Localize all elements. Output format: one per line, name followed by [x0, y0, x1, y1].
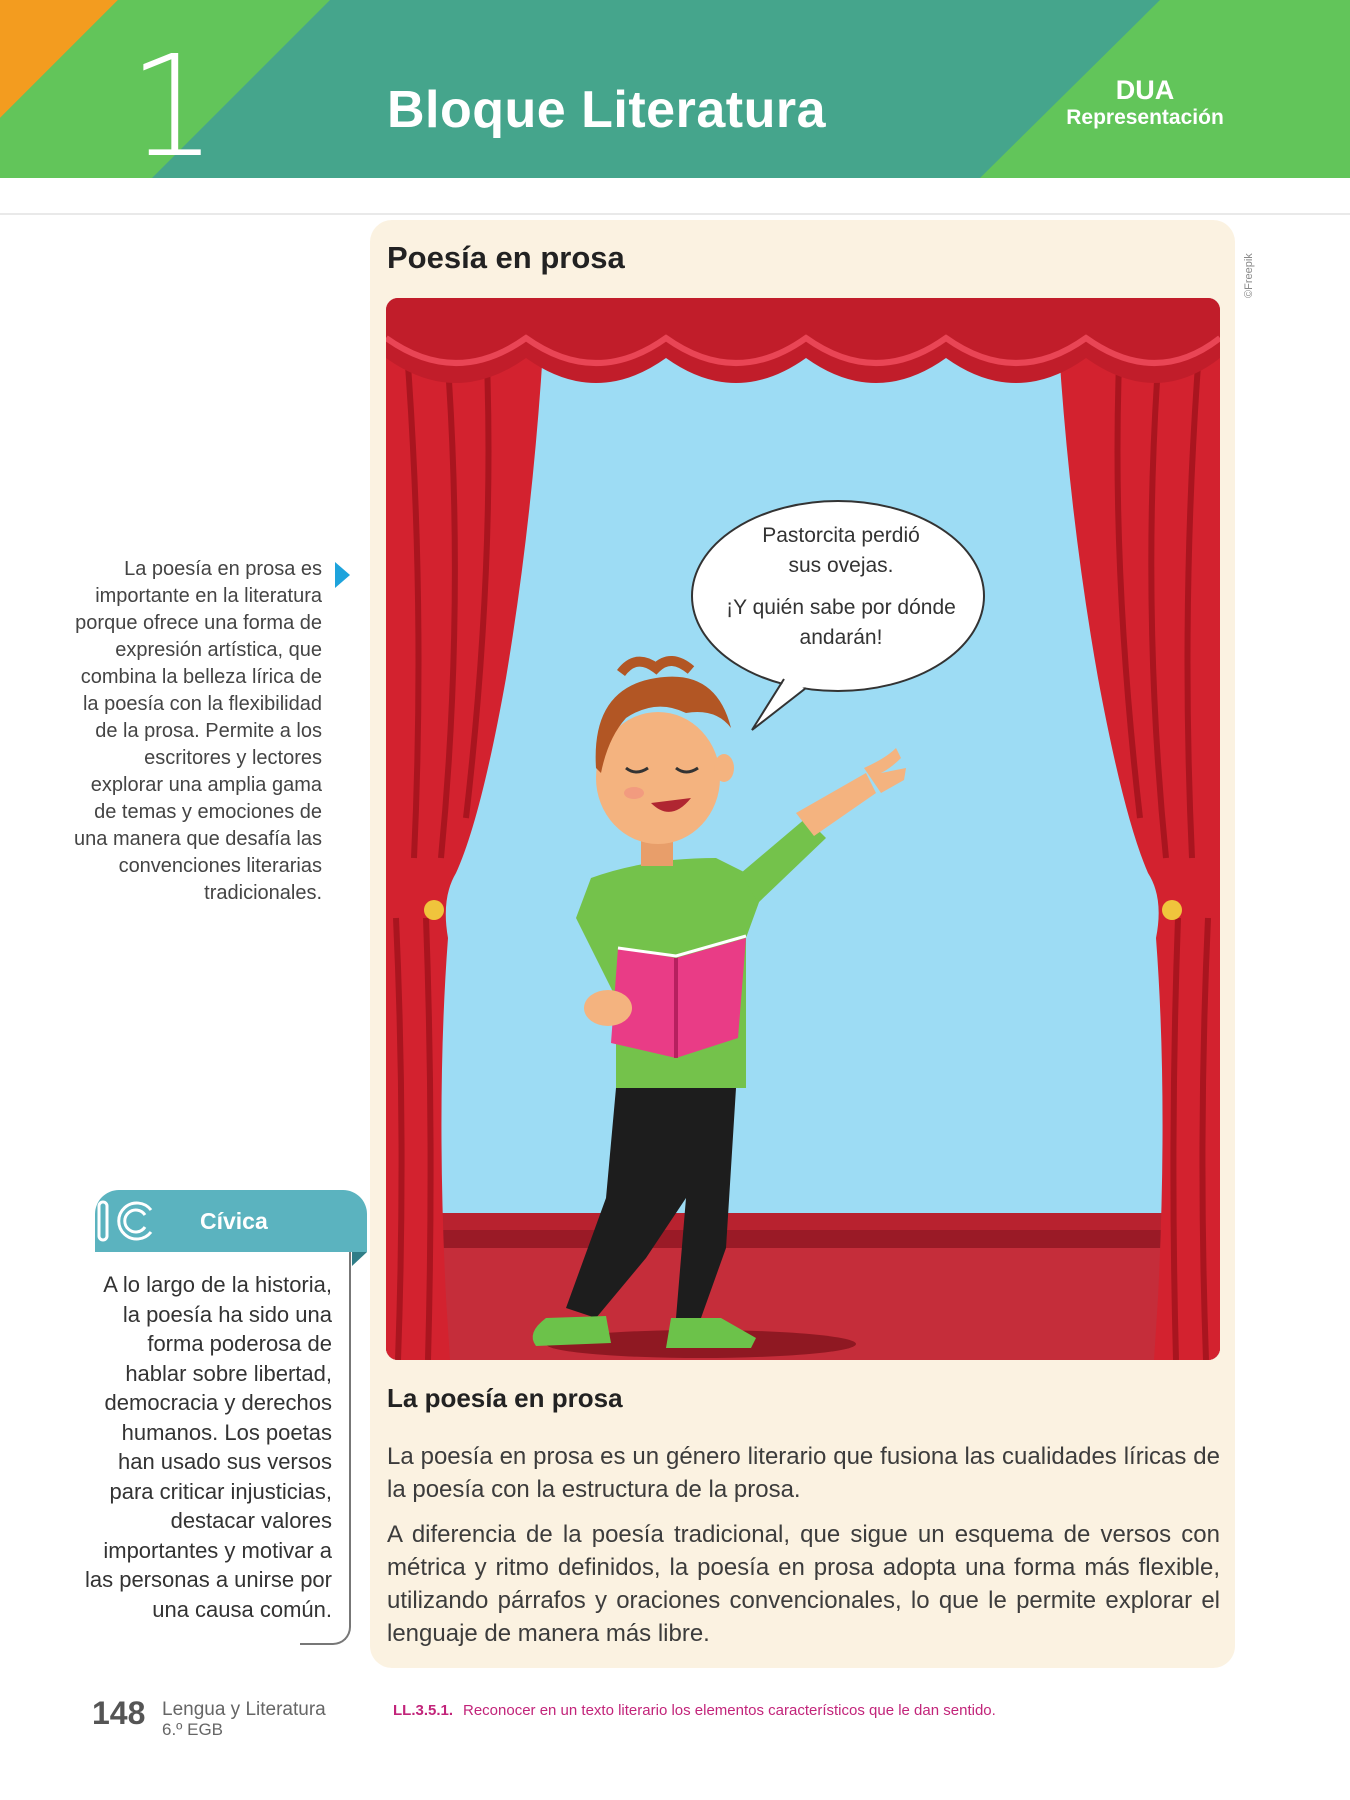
side-note-arrow-icon — [335, 562, 350, 588]
skill-code: LL.3.5.1. — [393, 1702, 454, 1719]
speech-line-2: sus ovejas. — [788, 554, 894, 577]
image-credit: ©Freepik — [1243, 253, 1255, 298]
section-title: Poesía en prosa — [387, 240, 625, 275]
dua-badge — [1040, 76, 1250, 129]
subsection-title: La poesía en prosa — [387, 1383, 623, 1413]
footer-grade: 6.º EGB — [162, 1720, 224, 1739]
speech-line-4: andarán! — [799, 626, 883, 649]
stage-illustration — [386, 298, 1220, 1360]
civica-text: A lo largo de la historia, la poesía ha sido una forma poderosa de hablar sobre libertad, democracia y derechos humanos. Los poetas han usado sus versos para criticar injusticias, destacar valores importantes y motivar a las personas a unirse por una causa común. — [84, 1272, 332, 1622]
speech-line-3: ¡Y quién sabe por dónde — [726, 596, 956, 619]
paragraph-2: A diferencia de la poesía tradicional, que sigue un esquema de versos con métrica y ritmo definidos, la poesía en prosa adopta una forma más flexible, utilizando párrafos y oraciones convencionales, lo que le permite explorar el lenguaje de manera más libre. — [387, 1521, 1220, 1647]
side-note: La poesía en prosa es importante en la literatura porque ofrece una forma de expresión artística, que combina la belleza lírica de la poesía con la flexibilidad de la prosa. Permite a los escritores y lectores explorar una amplia gama de temas y emociones de una manera que desafía las convenciones literarias tradicionales. — [74, 558, 322, 904]
civica-tab-fold — [352, 1252, 367, 1266]
dua-title: DUA — [1115, 75, 1175, 105]
chapter-number: 1 — [128, 26, 218, 178]
footer-subject: Lengua y Literatura — [162, 1699, 326, 1720]
paragraph-1: La poesía en prosa es un género literario que fusiona las cualidades líricas de la poesía con la estructura de la prosa. — [387, 1443, 1220, 1503]
dua-subtitle: Representación — [1066, 105, 1224, 129]
skill-text: Reconocer en un texto literario los elementos característicos que le dan sentido. — [463, 1702, 996, 1719]
page-number: 148 — [92, 1695, 146, 1731]
block-title: Bloque Literatura — [387, 81, 826, 139]
chapter-header — [0, 0, 1350, 178]
speech-line-1: Pastorcita perdió — [762, 524, 920, 547]
header-divider — [0, 213, 1350, 215]
civica-ic-icon — [95, 1196, 157, 1246]
civica-label: Cívica — [200, 1208, 268, 1234]
